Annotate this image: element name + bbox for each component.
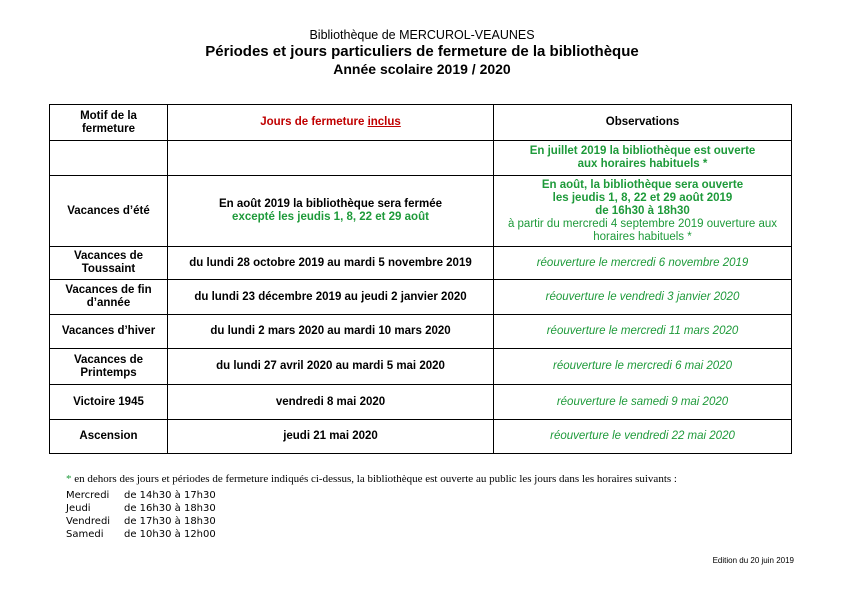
footnote-text: en dehors des jours et périodes de fermeture indiqués ci-dessus, la bibliothèque est ouverte au public les jours dans les horaires suivants : (71, 473, 677, 485)
obs-line: à partir du mercredi 4 septembre 2019 ouverture aux horaires habituels * (507, 217, 778, 243)
table-row-july (50, 141, 792, 176)
hours-row (66, 502, 677, 515)
obs-line: les jeudis 1, 8, 22 et 29 août 2019 (552, 191, 733, 204)
library-name: Bibliothèque de MERCUROL-VEAUNES (309, 28, 535, 42)
obs-line: En août, la bibliothèque sera ouverte (541, 178, 744, 191)
dates-cell: du lundi 28 octobre 2019 au mardi 5 novembre 2019 (168, 247, 494, 280)
table-row-summer (50, 176, 792, 247)
obs-line: de 16h30 à 18h30 (595, 204, 690, 217)
edition-date: Edition du 20 juin 2019 (712, 556, 794, 565)
observation-cell: réouverture le vendredi 22 mai 2020 (494, 420, 792, 454)
dates-cell: du lundi 2 mars 2020 au mardi 10 mars 2020 (168, 315, 494, 349)
observation-cell: réouverture le vendredi 3 janvier 2020 (494, 280, 792, 315)
observation-cell (494, 176, 792, 247)
hours-row (66, 528, 677, 541)
footnote-star: * (66, 473, 72, 485)
motif-cell: Vacances d’été (50, 176, 168, 247)
motif-cell (50, 141, 168, 176)
document-header (0, 28, 844, 78)
motif-cell: Vacances d’hiver (50, 315, 168, 349)
table-row (50, 280, 792, 315)
hours-row (66, 489, 677, 502)
opening-hours (66, 489, 677, 541)
motif-cell: Victoire 1945 (50, 385, 168, 420)
table-row (50, 247, 792, 280)
page-title: Périodes et jours particuliers de fermeture de la bibliothèque (205, 43, 639, 60)
motif-cell: Vacances de Toussaint (50, 247, 168, 280)
observation-cell (494, 141, 792, 176)
dates-cell (168, 141, 494, 176)
observation-cell: réouverture le mercredi 6 mai 2020 (494, 349, 792, 385)
observation-cell: réouverture le mercredi 11 mars 2020 (494, 315, 792, 349)
table-header-row (50, 105, 792, 141)
dates-cell: du lundi 23 décembre 2019 au jeudi 2 janvier 2020 (168, 280, 494, 315)
hours-time: de 17h30 à 18h30 (124, 516, 216, 527)
hours-day: Mercredi (66, 490, 110, 501)
hours-time: de 16h30 à 18h30 (124, 503, 216, 514)
table-row (50, 315, 792, 349)
hours-row (66, 515, 677, 528)
table-row (50, 349, 792, 385)
dates-cell: vendredi 8 mai 2020 (168, 385, 494, 420)
hours-day: Jeudi (66, 503, 91, 514)
footer-notes (66, 473, 677, 541)
dates-line: En août 2019 la bibliothèque sera fermée (218, 198, 443, 210)
motif-cell: Vacances de Printemps (50, 349, 168, 385)
dates-cell: du lundi 27 avril 2020 au mardi 5 mai 2020 (168, 349, 494, 385)
table-row (50, 385, 792, 420)
hours-day: Samedi (66, 529, 104, 540)
footer-note (66, 473, 677, 485)
obs-line: En juillet 2019 la bibliothèque est ouverte (529, 145, 756, 157)
header-jours (168, 105, 494, 141)
motif-cell: Ascension (50, 420, 168, 454)
dates-cell (168, 176, 494, 247)
hours-time: de 10h30 à 12h00 (124, 529, 216, 540)
header-jours-prefix: Jours de fermeture (260, 116, 368, 128)
motif-cell: Vacances de fin d’année (50, 280, 168, 315)
dates-line-exception: excepté les jeudis 1, 8, 22 et 29 août (232, 211, 429, 223)
hours-day: Vendredi (66, 516, 111, 527)
observation-cell: réouverture le mercredi 6 novembre 2019 (494, 247, 792, 280)
table-row (50, 420, 792, 454)
header-motif: Motif de la fermeture (50, 105, 168, 141)
hours-time: de 14h30 à 17h30 (124, 490, 216, 501)
dates-cell: jeudi 21 mai 2020 (168, 420, 494, 454)
header-jours-underlined: inclus (367, 116, 401, 128)
observation-cell: réouverture le samedi 9 mai 2020 (494, 385, 792, 420)
closure-table (49, 104, 792, 454)
school-year: Année scolaire 2019 / 2020 (333, 61, 511, 77)
header-observations: Observations (494, 105, 792, 141)
obs-line: aux horaires habituels * (577, 158, 708, 170)
